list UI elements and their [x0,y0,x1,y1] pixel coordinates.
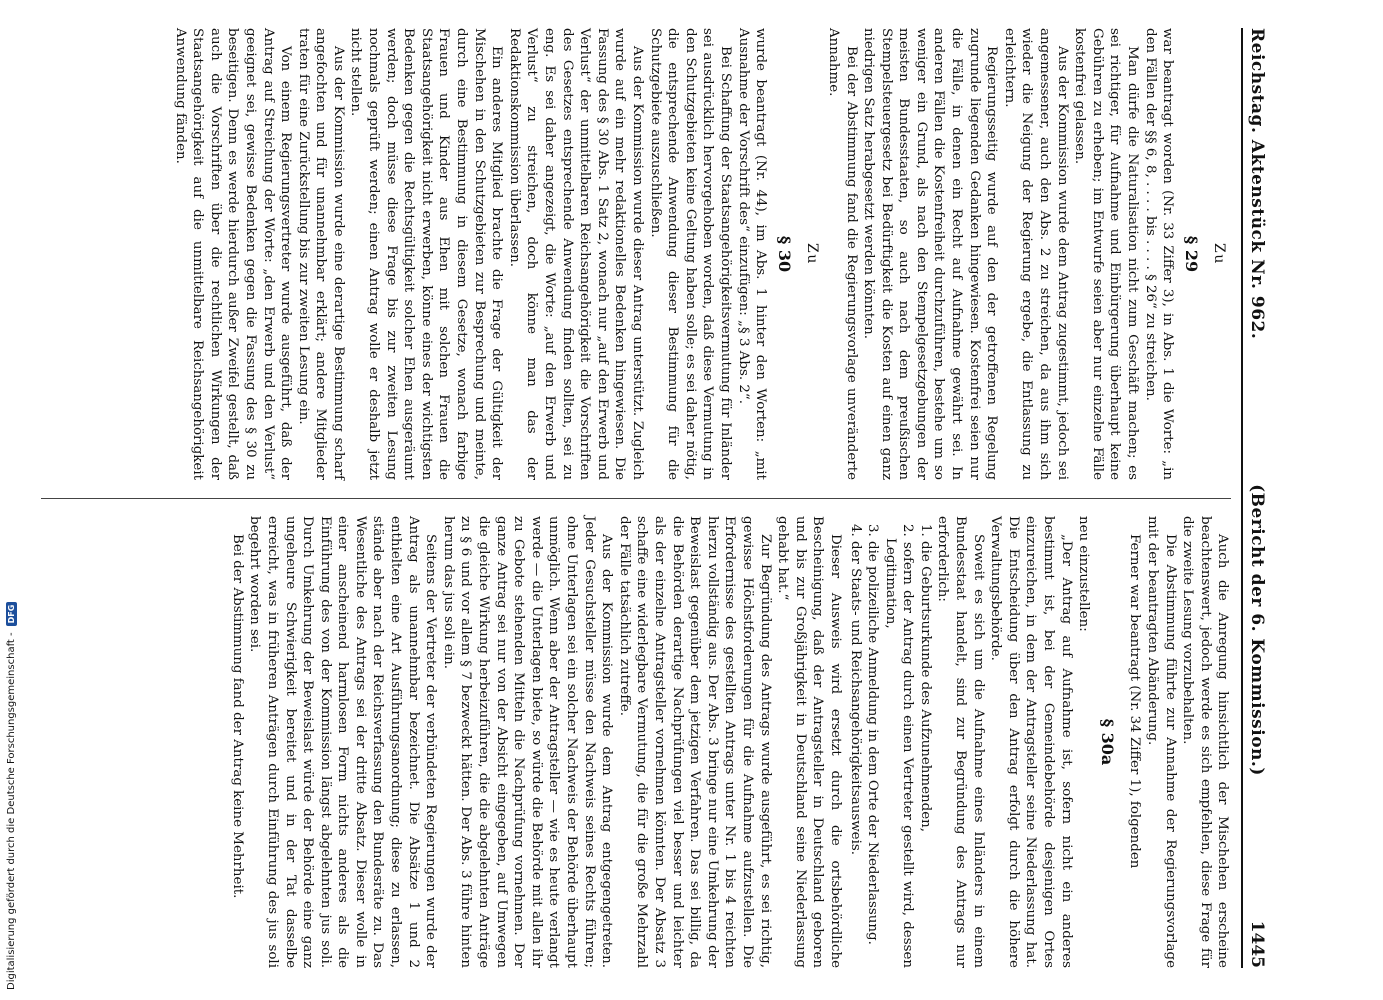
header-title: Reichstag. Aktenstück Nr. 962. [1247,28,1267,340]
paragraph: wurde beantragt (Nr. 44), im Abs. 1 hinter den Worten: „mit Ausnahme der Vorschrift des“ einzufügen: „§ 3 Abs. 2“. [735,28,769,480]
list-item: 1. die Geburtsurkunde des Aufzunehmenden, [917,524,933,833]
paragraph: Dieser Ausweis wird ersetzt durch die ortsbehördliche Bescheinigung, daß der Antragsteller in Deutschland geboren und bis zur Großjährigkeit in Deutschland seine Niederlassung gehabt hat.“ [775,516,843,968]
header-subtitle: (Bericht der 6. Kommission.) [1247,484,1267,776]
paragraph: Aus der Kommission wurde dieser Antrag unterstützt. Zugleich wurde auf ein mehr redaktionelles Bedenken hingewiesen. Die Fassung des § 30 Abs. 1 Satz 2, wonach nur „auf den Erwerb und Verlust“ der unmittelbaren Reichsangehörigkeit die Vorschriften des Gesetzes entsprechende Anwendung finden sollten, sei zu eng. Es sei daher angezeigt, die Worte: „auf den Erwerb und Verlust“ zu streichen, doch könne man das der Redaktionskommission überlassen. [506,28,645,480]
paragraph: Aus der Kommission wurde dem Antrag zugestimmt, jedoch sei angemessener, auch den Abs. 2 zu streichen, da aus ihm sich wieder die Neigung der Regierung ergebe, die Entlassung zu erleichtern. [1001,28,1070,480]
paragraph: neu einzustellen: [1076,516,1092,632]
digitization-credit [0,0,22,1000]
document-page [5,0,1291,1000]
paragraph: Ferner war beantragt (Nr. 34 Ziffer 1), folgenden [1127,534,1143,869]
list-item: 4. der Staats- und Reichsangehörigkeitsausweis. [847,524,863,855]
paragraph: Bei Schaffung der Staatsangehörigkeitsvermutung für Inländer sei ausdrücklich hervorgehoben worden, daß diese Vermutung in den Schutzgebieten keine Geltung haben solle; es sei daher nötig, die entsprechende Anwendung dieser Bestimmung für die Schutzgebiete auszuschließen. [647,28,733,480]
list-item: 3. die polizeiliche Anmeldung in dem Orte der Niederlassung. [865,524,881,945]
page-number: 1445 [1247,920,1267,968]
paragraph: Zur Begründung des Antrags wurde ausgeführt, es sei richtig, gewisse Höchstforderungen für die Aufnahme aufzustellen. Die Erfordernisse des gestellten Antrags unter Nr. 1 bis 4 reichten hierzu vollständig aus. Der Abs. 3 bringe nur eine Umkehrung der Beweislast gegenüber dem jetzigen Verfahren. Das sei billig, da die Behörden derartige Nachprüfungen viel besser und leichter als der einzelne Antragsteller vornehmen könnten. Der Absatz 3 schaffe eine widerlegbare Vermutung, die für die große Mehrzahl der Fälle tatsächlich zutreffe. [616,516,773,968]
left-column [41,28,1231,480]
list-item: 2. sofern der Antrag durch einen Vertreter gestellt wird, dessen Legitimation, [882,524,916,968]
right-column [41,516,1231,968]
paragraph: „Der Antrag auf Aufnahme ist, sofern nicht ein anderes bestimmt ist, bei der Gemeindebehörde desjenigen Ortes einzureichen, in dem der Antragsteller seine Niederlassung hat. Die Entscheidung über den Antrag erfolgt durch die höhere Verwaltungsbehörde. [988,516,1074,968]
paragraph: Aus der Kommission wurde dem Antrag entgegengetreten. Jeder Gesuchsteller müsse den Nachweis seines Rechts führen; ohne Unterlagen sei ein solcher Nachweis der Behörde überhaupt unmöglich. Wenn aber der Antragsteller — wie es heute verlangt werde — die Unterlagen biete, so würde die Behörde mit allen ihr zu Gebote stehenden Mitteln die Nachprüfung vornehmen. Der ganze Antrag sei nur von der Absicht eingegeben, auf Umwegen die gleiche Wirkung herbeizuführen, die die abgelehnten Anträge zu § 6 und vor allem § 7 bezweckt hätten. Der Abs. 3 führe hinten herum das jus soli ein. [440,516,615,968]
paragraph: Ein anderes Mitglied brachte die Frage der Gültigkeit der Mischehen in den Schutzgebieten zur Besprechung und meinte, durch eine Bestimmung in diesem Gesetze, wonach farbige Frauen und Kinder aus Ehen mit solchen Frauen die Staatsangehörigkeit nicht erwerben, könne eines der wichtigsten Bedenken gegen die Rechtsgültigkeit solcher Ehen ausgeräumt werden; doch müsse diese Frage bis zur zweiten Lesung nochmals geprüft werden; einen Antrag wolle er deshalb jetzt nicht stellen. [348,28,505,480]
paragraph: Die Abstimmung führte zur Annahme der Regierungsvorlage mit der beantragten Abänderung. [1145,516,1178,968]
paragraph: Auch die Anregung hinsichtlich der Mischehen erscheine beachtenswert, jedoch werde es sich empfehlen, diese Frage für die zweite Lesung vorzubehalten. [1180,516,1231,968]
section-heading: § 29 [1181,235,1201,273]
paragraph: Aus der Kommission wurde eine derartige Bestimmung scharf angefochten und für unannehmbar erklärt; andere Mitglieder traten für eine Zurückstellung bis zur zweiten Lesung ein. [295,28,346,480]
credit-text: Digitalisierung gefördert durch die Deutsche Forschungsgemeinschaft - [5,632,17,990]
dfg-logo-icon: DFG [6,602,17,627]
paragraph: Regierungsseitig wurde auf den der getroffenen Regelung zugrunde liegenden Gedanken hingewiesen. Kostenfrei seien nur die Fälle, in denen ein Recht auf Aufnahme gewährt sei. In anderen Fällen die Kostenfreiheit durchzuführen, bestehe um so weniger ein Grund, als nach den Stempelgesetzgebungen der meisten Bundesstaaten, so auch nach dem preußischen Stempelsteuergesetz bei Bedürftigkeit die Kosten auf einen ganz niedrigen Satz herabgesetzt werden könnten. [861,28,1000,480]
paragraph: Von einem Regierungsvertreter wurde ausgeführt, daß der Antrag auf Streichung der Worte: „den Erwerb und den Verlust“ geeignet sei, gewisse Bedenken gegen die Fassung des § 30 zu beseitigen. Denn es werde hierdurch außer Zweifel gestellt, daß auch die Vorschriften über die rechtlichen Wirkungen der Staatsangehörigkeit auf die unmittelbare Reichsangehörigkeit Anwendung fänden. [172,28,294,480]
column-divider [41,498,1231,499]
paragraph: war beantragt worden (Nr. 33 Ziffer 3), in Abs. 1 die Worte: „in den Fällen der §§ 6, 8, . . . . bis . . . . § 26“ zu streichen. [1142,28,1176,480]
text-columns [41,28,1231,968]
section-heading: § 30 [774,235,794,273]
zu-heading: Zu [1211,243,1228,265]
section-heading: § 30a [1097,718,1117,766]
paragraph: Seitens der Vertreter der verbündeten Regierungen wurde der Antrag als unannehmbar bezeichnet. Die Absätze 1 und 2 enthielten eine Art Ausführungsanordnung; diese zu erlassen, stände aber nach der Reichsverfassung den Bundesräte zu. Das Wesentliche des Antrags sei der dritte Absatz. Dieser wolle in einer anscheinend harmlosen Form nichts anderes als die Einführung des von der Kommission längst abgelehnten jus soli. Durch Umkehrung der Beweislast würde der Behörde eine ganz ungeheure Schwierigkeit bereitet und in der Tat dasselbe erreicht, was in früheren Anträgen durch Einführung des jus soli begehrt worden sei. [247,516,439,968]
paragraph: Bei der Abstimmung fand der Antrag keine Mehrheit. [229,534,245,899]
paragraph: Soweit es sich um die Aufnahme eines Inländers in einem Bundesstaat handelt, sind zur Begründung des Antrags nur erforderlich: [935,516,986,968]
paragraph: Bei der Abstimmung fand die Regierungsvorlage unveränderte Annahme. [825,28,859,480]
zu-heading: Zu [804,243,821,265]
paragraph: Man dürfe die Naturalisation nicht zum Geschäft machen; es sei richtiger, für Aufnahme und Einbürgerung überhaupt keine Gebühren zu erheben; im Entwurfe seien aber nur einzelne Fälle kostenfrei gelassen. [1072,28,1141,480]
requirements-list [846,516,934,968]
page-header [1241,28,1265,968]
